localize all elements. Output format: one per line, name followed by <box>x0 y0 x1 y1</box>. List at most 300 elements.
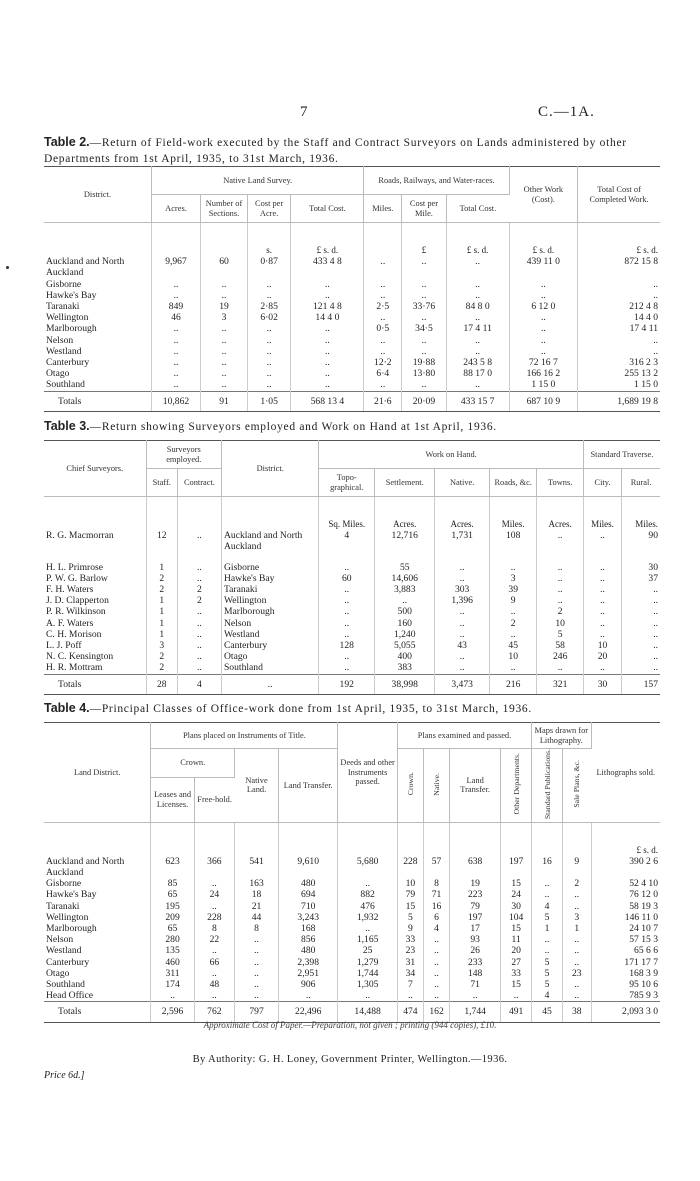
table3-header-district: District. <box>221 441 318 497</box>
table-cell: 21 <box>235 901 279 912</box>
table-cell: .. <box>279 990 338 1002</box>
table-cell: 1 <box>146 595 177 606</box>
totals-cell: 38 <box>562 1002 591 1022</box>
table-cell: .. <box>509 335 578 346</box>
table-cell: .. <box>177 651 221 662</box>
totals-cell: 762 <box>194 1002 234 1022</box>
table-cell: 16 <box>532 856 563 878</box>
table-cell: 9 <box>562 856 591 878</box>
table3-header-employed: Surveyors employed. <box>146 441 221 469</box>
table-cell: .. <box>423 945 449 956</box>
table-cell: 10 <box>489 651 537 662</box>
totals-cell: 10,862 <box>151 391 200 411</box>
table-cell: .. <box>375 595 435 606</box>
table-cell: 33·76 <box>402 301 447 312</box>
table-cell: 17 4 11 <box>446 323 509 334</box>
table4 <box>44 722 660 1023</box>
table4-header-plans-placed: Plans placed on Instruments of Title. <box>151 723 338 749</box>
table-cell: 19 <box>450 878 501 889</box>
printer-authority: By Authority: G. H. Loney, Government Printer, Wellington.—1936. <box>192 1054 508 1065</box>
table4-header-ex-native: Native. <box>432 772 442 796</box>
totals-cell: 192 <box>319 674 375 694</box>
table-cell: .. <box>402 290 447 301</box>
table-cell: .. <box>537 584 583 595</box>
table4-header-freehold: Free-hold. <box>194 777 234 822</box>
table4-unit-cell <box>532 822 563 856</box>
totals-label: Totals <box>44 674 146 694</box>
table-cell: .. <box>151 323 200 334</box>
table-cell: 17 4 11 <box>629 323 658 335</box>
table3-label: Table 3. <box>44 419 90 433</box>
table-cell: 5,055 <box>375 640 435 651</box>
table-cell: 638 <box>450 856 501 878</box>
table-cell: .. <box>509 323 578 334</box>
table-cell: 2 <box>177 584 221 595</box>
row-label: P. W. G. Barlow <box>44 573 146 584</box>
table-cell: 9 <box>397 923 423 934</box>
table-cell: .. <box>338 990 397 1002</box>
table-cell: Westland <box>221 629 318 640</box>
table-cell: 1,305 <box>338 979 397 990</box>
table-cell: .. <box>177 530 221 552</box>
table-cell: .. <box>319 629 375 640</box>
table-cell: .. <box>177 606 221 617</box>
table-cell: .. <box>583 662 621 674</box>
table-cell: 85 <box>151 878 194 889</box>
table-cell: 2 <box>146 584 177 595</box>
table4-header-std-pub: Standard Publications. <box>542 749 552 820</box>
row-label: Southland <box>44 979 151 990</box>
table-cell: .. <box>562 934 591 945</box>
totals-cell: 14,488 <box>338 1002 397 1022</box>
table-cell: 58 19 3 <box>629 900 658 912</box>
table-cell: 4 <box>532 990 563 1002</box>
table-cell: 1,396 <box>435 595 490 606</box>
table3-unit-cell: Miles. <box>635 519 658 529</box>
table-row <box>44 629 660 640</box>
table-row <box>44 856 660 878</box>
table2-unit-cell: £ s. d. <box>446 223 509 257</box>
table-cell: 45 <box>489 640 537 651</box>
price-note: Price 6d.] <box>44 1070 85 1081</box>
table-cell: .. <box>201 279 248 290</box>
table-row <box>44 990 660 1002</box>
table-cell: 79 <box>450 901 501 912</box>
row-label: Canterbury <box>44 357 151 368</box>
totals-cell: .. <box>221 674 318 694</box>
table2-unit-cell <box>151 223 200 257</box>
table-cell: .. <box>435 662 490 674</box>
table-cell: .. <box>402 279 447 290</box>
table-cell: 500 <box>375 606 435 617</box>
table-cell: 849 <box>151 301 200 312</box>
table-cell: 433 4 8 <box>291 256 364 278</box>
table3-header-settlement: Settlement. <box>375 469 435 497</box>
table-cell: .. <box>435 553 490 573</box>
row-label: Taranaki <box>44 301 151 312</box>
table2-header-roads-total: Total Cost. <box>446 195 509 223</box>
table-cell: .. <box>177 553 221 573</box>
table-cell: 160 <box>375 618 435 629</box>
table-cell: .. <box>151 335 200 346</box>
table-cell: 16 <box>423 901 449 912</box>
table-cell: 1 15 0 <box>634 379 658 391</box>
totals-cell: 21·6 <box>364 391 402 411</box>
table-cell: .. <box>562 979 591 990</box>
table-cell: 3 <box>489 573 537 584</box>
row-label: F. H. Waters <box>44 584 146 595</box>
table-cell: .. <box>653 334 658 346</box>
table-cell: 710 <box>279 901 338 912</box>
table-cell: .. <box>537 553 583 573</box>
table-cell: .. <box>435 651 490 662</box>
table2-header-total: Total Cost of Completed Work. <box>578 167 660 223</box>
table-row <box>44 530 660 552</box>
table-cell: 623 <box>151 856 194 878</box>
table-cell: .. <box>291 379 364 391</box>
table-cell: 2 <box>562 878 591 889</box>
table4-unit-cell <box>44 822 151 856</box>
table-cell: .. <box>402 346 447 357</box>
table-cell: .. <box>151 368 200 379</box>
table-cell: 5 <box>397 912 423 923</box>
table-row <box>44 901 660 912</box>
table3-header-roads: Roads, &c. <box>489 469 537 497</box>
stray-mark <box>6 266 9 269</box>
table-cell: 9 <box>489 595 537 606</box>
table-row <box>44 301 660 312</box>
totals-cell: 1·05 <box>247 391 290 411</box>
table-cell: 66 <box>194 957 234 968</box>
table-row <box>44 889 660 900</box>
table-cell: 6 12 0 <box>509 301 578 312</box>
table-cell: .. <box>562 901 591 912</box>
table-cell: .. <box>151 279 200 290</box>
table-cell: 872 15 8 <box>624 256 658 268</box>
table-cell: 366 <box>194 856 234 878</box>
table-cell: 1,279 <box>338 957 397 968</box>
table-cell: 39 <box>489 584 537 595</box>
table-cell: 0·87 <box>247 256 290 278</box>
table-cell: 2 <box>146 662 177 674</box>
table-cell: .. <box>537 530 583 552</box>
table-cell: .. <box>364 335 402 346</box>
table-cell: 311 <box>151 968 194 979</box>
table-cell: 22 <box>194 934 234 945</box>
table-cell: .. <box>194 901 234 912</box>
table-cell: 58 <box>537 640 583 651</box>
table-cell: 228 <box>397 856 423 878</box>
table-cell: 390 2 6 <box>629 855 658 867</box>
table-cell: 71 <box>423 889 449 900</box>
table-cell: .. <box>435 573 490 584</box>
table-cell: .. <box>537 595 583 606</box>
table-cell: 108 <box>489 530 537 552</box>
totals-cell: 28 <box>146 674 177 694</box>
table2-header-acres: Acres. <box>151 195 200 223</box>
totals-label: Totals <box>44 1002 151 1022</box>
row-label: Hawke's Bay <box>44 889 151 900</box>
table-cell: .. <box>423 968 449 979</box>
table-cell: .. <box>446 256 509 278</box>
table2-header-roads: Roads, Railways, and Water-races. <box>364 167 509 195</box>
table-cell: 72 16 7 <box>509 357 578 368</box>
row-label: H. L. Primrose <box>44 553 146 573</box>
table-cell: .. <box>562 990 591 1002</box>
table2-unit-cell <box>201 223 248 257</box>
table-cell: .. <box>532 945 563 956</box>
table-cell: .. <box>291 279 364 290</box>
table-cell: .. <box>423 990 449 1002</box>
table-cell: 43 <box>435 640 490 651</box>
table2-unit-cell: £ s. d. <box>636 245 658 255</box>
table-cell: .. <box>402 335 447 346</box>
table-cell: 197 <box>450 912 501 923</box>
table-cell: .. <box>201 379 248 391</box>
table-cell: .. <box>319 651 375 662</box>
table-cell: 255 13 2 <box>624 368 658 380</box>
table2-unit-cell: £ s. d. <box>509 223 578 257</box>
table-cell: 55 <box>375 553 435 573</box>
table-cell: .. <box>583 573 621 584</box>
table-cell: 93 <box>450 934 501 945</box>
table2-units-row <box>44 223 660 257</box>
table4-caption <box>44 700 664 717</box>
table-cell: .. <box>319 662 375 674</box>
table-row <box>44 640 660 651</box>
table-cell: 46 <box>151 312 200 323</box>
table-cell: 31 <box>397 957 423 968</box>
table-cell: .. <box>489 662 537 674</box>
table-cell: 6·02 <box>247 312 290 323</box>
table-cell: 3 <box>201 312 248 323</box>
table-cell: .. <box>319 584 375 595</box>
table-cell: 3 <box>146 640 177 651</box>
table-cell: .. <box>435 629 490 640</box>
table-cell: 476 <box>338 901 397 912</box>
table-cell: 694 <box>279 889 338 900</box>
table3-totals-row <box>44 674 660 694</box>
row-label: Wellington <box>44 312 151 323</box>
table4-header-maps: Maps drawn for Lithography. <box>532 723 591 749</box>
table-cell: .. <box>247 368 290 379</box>
table-cell: .. <box>562 889 591 900</box>
table2-header-native: Native Land Survey. <box>151 167 364 195</box>
table-cell: 480 <box>279 878 338 889</box>
table-cell: .. <box>201 323 248 334</box>
table-cell: .. <box>653 651 658 663</box>
totals-cell: 474 <box>397 1002 423 1022</box>
table-cell: 2,951 <box>279 968 338 979</box>
table-cell: Southland <box>221 662 318 674</box>
table2-header-other: Other Work (Cost). <box>509 167 578 223</box>
row-label: H. R. Mottram <box>44 662 146 674</box>
table-cell: 128 <box>319 640 375 651</box>
table4-unit-cell: £ s. d. <box>636 844 658 855</box>
table-cell: .. <box>583 606 621 617</box>
row-label: A. F. Waters <box>44 618 146 629</box>
table-cell: .. <box>653 584 658 596</box>
table4-unit-cell <box>194 822 234 856</box>
table-row <box>44 279 660 290</box>
table3-header-staff: Staff. <box>146 469 177 497</box>
table-row <box>44 957 660 968</box>
table-cell: .. <box>509 346 578 357</box>
table-cell: Canterbury <box>221 640 318 651</box>
table-cell: 1 <box>562 923 591 934</box>
table2-caption <box>44 134 664 167</box>
table-cell: 168 <box>279 923 338 934</box>
table-cell: 168 3 9 <box>629 967 658 979</box>
table-row <box>44 346 660 357</box>
totals-cell: 22,496 <box>279 1002 338 1022</box>
table-cell: 13·80 <box>402 368 447 379</box>
table-cell: .. <box>201 357 248 368</box>
table-cell: .. <box>235 990 279 1002</box>
table-cell: 785 9 3 <box>629 990 658 1002</box>
table4-header-litho: Lithographs sold. <box>591 723 660 823</box>
table-row <box>44 357 660 368</box>
table-cell: .. <box>247 290 290 301</box>
table-cell: 1 <box>146 618 177 629</box>
table-cell: 303 <box>435 584 490 595</box>
table-cell: .. <box>291 290 364 301</box>
table-cell: .. <box>583 618 621 629</box>
table-cell: .. <box>489 553 537 573</box>
table-cell: .. <box>194 968 234 979</box>
table-cell: 2·5 <box>364 301 402 312</box>
table-cell: .. <box>423 934 449 945</box>
table-cell: 11 <box>501 934 532 945</box>
table4-unit-cell <box>423 822 449 856</box>
table3-unit-cell: Sq. Miles. <box>319 497 375 531</box>
table3-unit-cell: Miles. <box>583 497 621 531</box>
table-cell: 20 <box>501 945 532 956</box>
row-label: R. G. Macmorran <box>44 530 146 552</box>
table-cell: 14 4 0 <box>634 312 658 324</box>
table-cell: 37 <box>648 572 658 584</box>
table-cell: 4 <box>532 901 563 912</box>
table2-unit-cell: £ <box>402 223 447 257</box>
table-cell: .. <box>653 595 658 607</box>
table-cell: 121 4 8 <box>291 301 364 312</box>
table-cell: .. <box>177 662 221 674</box>
table-cell: 166 16 2 <box>509 368 578 379</box>
table4-unit-cell <box>450 822 501 856</box>
table-cell: .. <box>177 618 221 629</box>
table-cell: 10 <box>537 618 583 629</box>
table-cell: 34·5 <box>402 323 447 334</box>
table-cell: 2·85 <box>247 301 290 312</box>
row-label: Gisborne <box>44 279 151 290</box>
table-cell: 3,883 <box>375 584 435 595</box>
table2-unit-cell <box>364 223 402 257</box>
table-cell: 2 <box>489 618 537 629</box>
table-cell: .. <box>509 312 578 323</box>
table-cell: .. <box>151 290 200 301</box>
table4-header-crown: Crown. <box>151 749 235 778</box>
table-row <box>44 379 660 391</box>
table-cell: 71 <box>450 979 501 990</box>
table-cell: Otago <box>221 651 318 662</box>
row-label: N. C. Kensington <box>44 651 146 662</box>
table3-header-rural: Rural. <box>622 469 660 497</box>
row-label: Marlborough <box>44 923 151 934</box>
table-cell: 60 <box>319 573 375 584</box>
table-cell: .. <box>235 957 279 968</box>
table4-header-land-transfer: Land Transfer. <box>279 749 338 823</box>
table-cell: 135 <box>151 945 194 956</box>
table-cell: 6·4 <box>364 368 402 379</box>
table-row <box>44 651 660 662</box>
table-row <box>44 662 660 674</box>
table2-header-cost-acre: Cost per Acre. <box>247 195 290 223</box>
table-cell: 541 <box>235 856 279 878</box>
table-cell: .. <box>653 606 658 618</box>
table-cell: 1 <box>146 553 177 573</box>
table2-header-miles: Miles. <box>364 195 402 223</box>
row-label: L. J. Poff <box>44 640 146 651</box>
table-cell: .. <box>532 889 563 900</box>
table-cell: 12,716 <box>375 530 435 552</box>
table4-label: Table 4. <box>44 701 90 715</box>
table-cell: 280 <box>151 934 194 945</box>
table-cell: 90 <box>648 530 658 542</box>
page-number: 7 <box>300 104 308 120</box>
table-cell: 57 15 3 <box>629 934 658 946</box>
table-cell: .. <box>319 606 375 617</box>
totals-cell: 2,093 3 0 <box>591 1002 660 1022</box>
totals-cell: 568 13 4 <box>291 391 364 411</box>
table-cell: .. <box>583 553 621 573</box>
table-row <box>44 618 660 629</box>
table-cell: 5 <box>532 979 563 990</box>
table-cell: 14,606 <box>375 573 435 584</box>
table-cell: .. <box>247 323 290 334</box>
table-cell: .. <box>201 368 248 379</box>
table-cell: .. <box>291 357 364 368</box>
table-cell: .. <box>583 629 621 640</box>
table-cell: .. <box>151 357 200 368</box>
table-cell: 1,165 <box>338 934 397 945</box>
table4-header-leases: Leases and Licenses. <box>151 777 194 822</box>
table-cell: 25 <box>338 945 397 956</box>
table-cell: 480 <box>279 945 338 956</box>
table-cell: .. <box>489 629 537 640</box>
table-cell: .. <box>562 957 591 968</box>
table-cell: .. <box>194 990 234 1002</box>
table-cell: .. <box>450 990 501 1002</box>
table-cell: 20 <box>583 651 621 662</box>
table-cell: 14 4 0 <box>291 312 364 323</box>
table-cell: .. <box>194 878 234 889</box>
table-cell: .. <box>653 640 658 652</box>
table-cell: .. <box>562 945 591 956</box>
table-cell: .. <box>291 368 364 379</box>
table-cell: 2 <box>177 595 221 606</box>
table-cell: .. <box>364 379 402 391</box>
totals-cell: 91 <box>201 391 248 411</box>
table-cell: 1,744 <box>338 968 397 979</box>
paper-cost-note: Approximate Cost of Paper.—Preparation, not given ; printing (944 copies), £10. <box>203 1020 497 1030</box>
totals-cell: 433 15 7 <box>446 391 509 411</box>
table-row <box>44 979 660 990</box>
table-cell: 12 <box>146 530 177 552</box>
table4-unit-cell <box>338 822 397 856</box>
totals-cell: 30 <box>583 674 621 694</box>
table-cell: .. <box>247 279 290 290</box>
table-cell: 52 4 10 <box>629 878 658 890</box>
